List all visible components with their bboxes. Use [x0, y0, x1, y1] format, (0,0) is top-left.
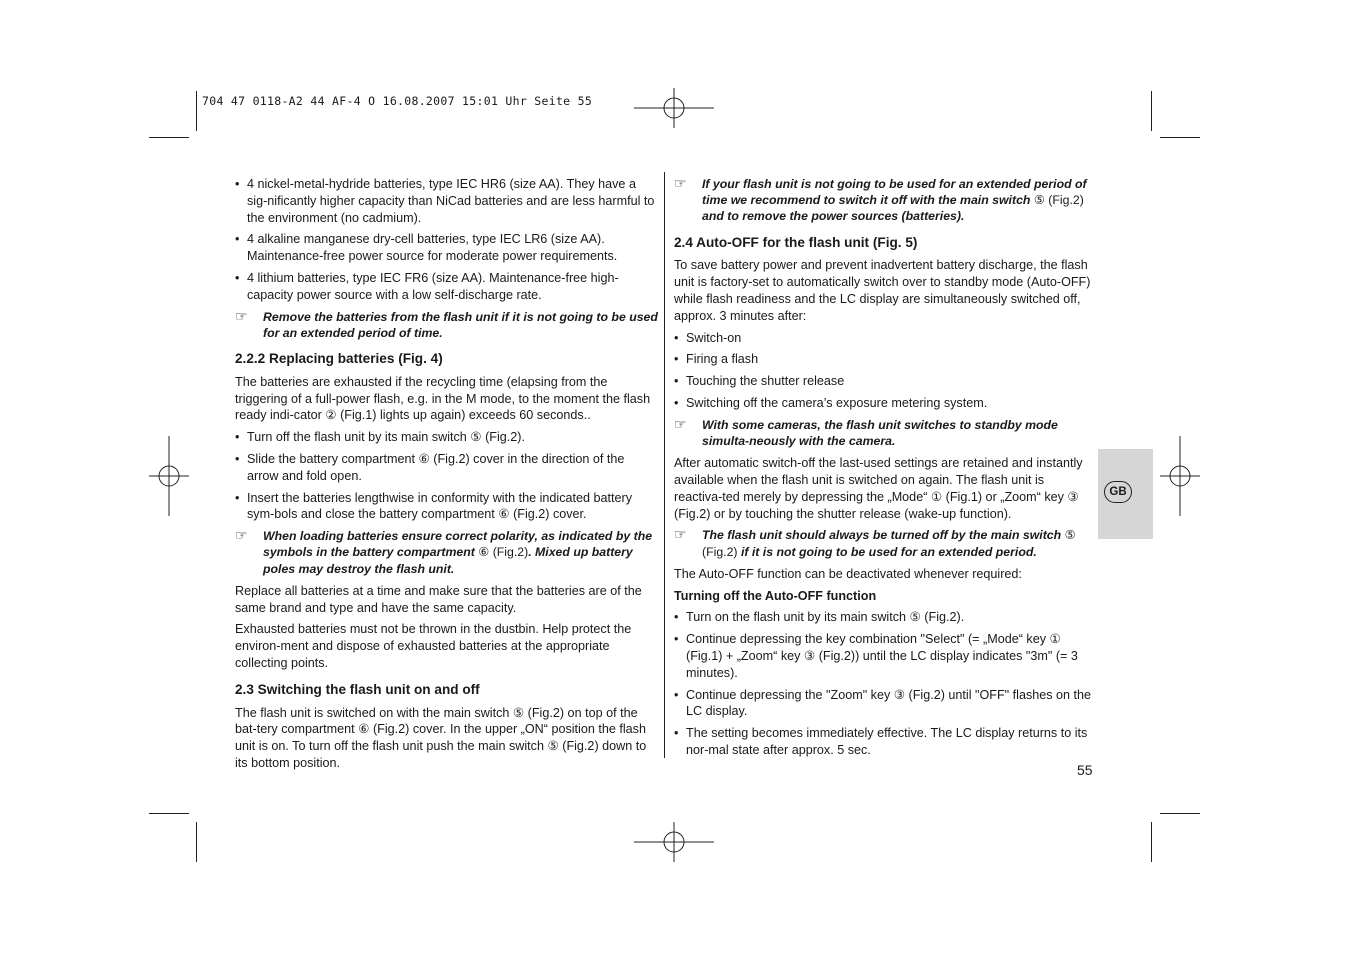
registration-mark-right: [1160, 436, 1200, 516]
list-item: • Slide the battery compartment ⑥ (Fig.2) cover in the direction of the arrow and fold open.: [235, 451, 659, 485]
subsection-heading: Turning off the Auto-OFF function: [674, 588, 877, 603]
section-heading: 2.4 Auto-OFF for the flash unit (Fig. 5): [674, 234, 918, 250]
language-badge: GB: [1104, 481, 1132, 503]
list-item: • 4 alkaline manganese dry-cell batteries, type IEC LR6 (size AA). Maintenance-free power source for moderate power requirements.: [235, 231, 659, 265]
page-number: 55: [1077, 762, 1093, 778]
note: ☞ When loading batteries ensure correct polarity, as indicated by the symbols in the battery compartment ⑥ (Fig.2). Mixed up battery poles may destroy the flash unit.: [235, 527, 653, 576]
paragraph: Replace all batteries at a time and make sure that the batteries are of the same brand and type and have the same capacity.: [235, 583, 642, 615]
list-item: • Firing a flash: [674, 351, 1092, 368]
section-heading: 2.3 Switching the flash unit on and off: [235, 681, 480, 697]
registration-mark-bottom: [634, 822, 714, 862]
pointing-hand-icon: ☞: [674, 175, 687, 191]
list-item: • 4 lithium batteries, type IEC FR6 (size AA). Maintenance-free high-capacity power source with a low self-discharge rate.: [235, 270, 659, 304]
list-item: • 4 nickel-metal-hydride batteries, type IEC HR6 (size AA). They have a sig-nificantly higher capacity than NiCad batteries and are less harmful to the environment (no cadmium).: [235, 176, 659, 226]
list-item: • Turn on the flash unit by its main switch ⑤ (Fig.2).: [674, 609, 1092, 626]
list-item: • Touching the shutter release: [674, 373, 1092, 390]
pointing-hand-icon: ☞: [235, 527, 248, 544]
registration-mark-left: [149, 436, 189, 516]
left-column: [235, 176, 659, 777]
right-column: [674, 176, 1092, 764]
print-slug: 704 47 0118-A2 44 AF-4 O 16.08.2007 15:01 Uhr Seite 55: [202, 94, 593, 108]
paragraph: Exhausted batteries must not be thrown in the dustbin. Help protect the environ-ment and dispose of exhausted batteries at the appropriate collecting points.: [235, 622, 632, 670]
section-heading: 2.2.2 Replacing batteries (Fig. 4): [235, 350, 443, 366]
list-item: • Continue depressing the key combination "Select" (= „Mode“ key ① (Fig.1) + „Zoom“ key ③ (Fig.2)) until the LC display indicates "3m" (= 3 minutes).: [674, 631, 1092, 681]
pointing-hand-icon: ☞: [235, 307, 248, 324]
list-item: • Turn off the flash unit by its main switch ⑤ (Fig.2).: [235, 429, 659, 446]
list-item: • The setting becomes immediately effective. The LC display returns to its nor-mal state after approx. 5 sec.: [674, 725, 1092, 759]
note: ☞ With some cameras, the flash unit switches to standby mode simulta-neously with the camera.: [674, 415, 1058, 448]
paragraph: The Auto-OFF function can be deactivated whenever required:: [674, 566, 1022, 581]
paragraph: The batteries are exhausted if the recycling time (elapsing from the triggering of a full-power flash, e.g. in the M mode, to the moment the flash ready indi-cator ② (Fig.1) lights up again) exceeds 60 seconds..: [235, 374, 651, 423]
list-item: • Insert the batteries lengthwise in conformity with the indicated battery sym-bols and close the battery compartment ⑥ (Fig.2) cover.: [235, 490, 659, 524]
registration-mark-top: [634, 88, 714, 128]
list-item: • Switch-on: [674, 330, 1092, 347]
note: ☞ Remove the batteries from the flash unit if it is not going to be used for an extended period of time.: [235, 307, 658, 340]
list-item: • Switching off the camera’s exposure metering system.: [674, 395, 1092, 412]
paragraph: To save battery power and prevent inadvertent battery discharge, the flash unit is factory-set to automatically switch over to standby mode (Auto-OFF) while flash readiness and the LC display are simultaneously switched off, approx. 3 minutes after:: [674, 258, 1091, 323]
paragraph: The flash unit is switched on with the main switch ⑤ (Fig.2) on top of the bat-tery compartment ⑥ (Fig.2) cover. In the upper „ON“ position the flash unit is on. To turn off the flash unit push the main switch ⑤ (Fig.2) down to its bottom position.: [235, 705, 647, 770]
paragraph: After automatic switch-off the last-used settings are retained and instantly available when the flash unit is switched on again. The flash unit is reactiva-ted merely by depressing the „Mode“ ① (Fig.1) or „Zoom“ key ③ (Fig.2) or by touching the shutter release (wake-up function).: [674, 456, 1083, 521]
note: ☞ If your flash unit is not going to be used for an extended period of time we recommend to switch it off with the main switch ⑤ (Fig.2) and to remove the power sources (batteries).: [674, 175, 1087, 224]
column-divider: [664, 172, 665, 758]
pointing-hand-icon: ☞: [674, 415, 687, 432]
pointing-hand-icon: ☞: [674, 526, 687, 543]
list-item: • Continue depressing the "Zoom" key ③ (Fig.2) until "OFF" flashes on the LC display.: [674, 687, 1092, 721]
note: ☞ The flash unit should always be turned off by the main switch ⑤ (Fig.2) if it is not going to be used for an extended period.: [674, 526, 1076, 559]
